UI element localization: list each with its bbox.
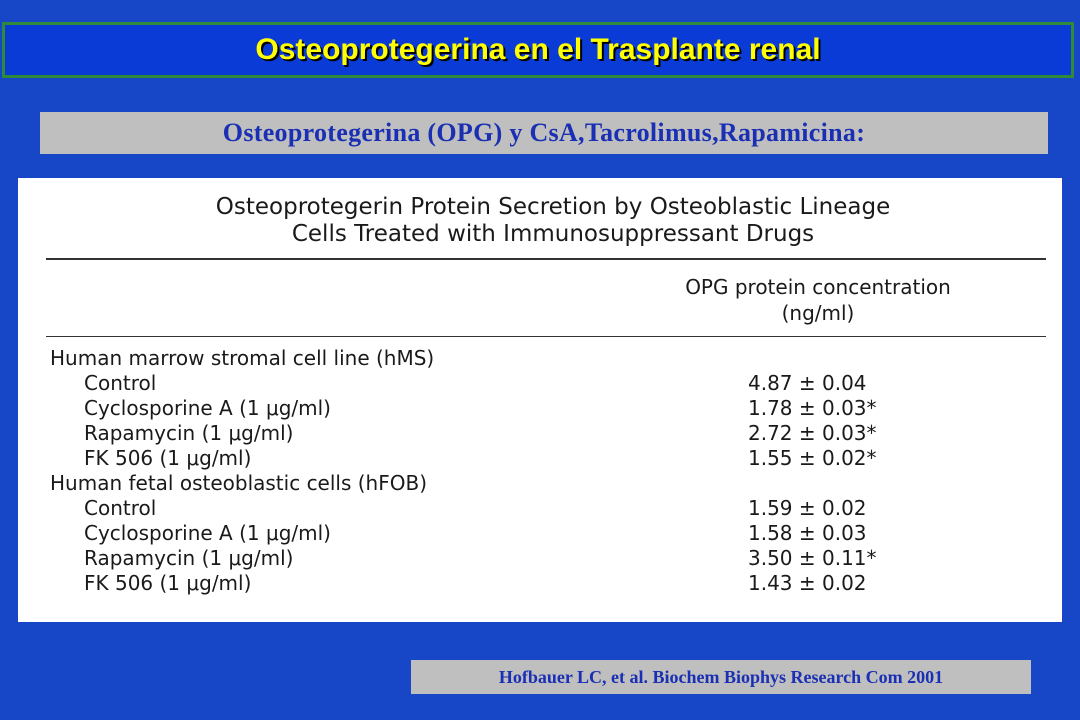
row-label: Control	[84, 371, 157, 395]
row-value: 1.59 ± 0.02	[748, 496, 867, 520]
column-header-line2: (ng/ml)	[781, 301, 855, 325]
column-header	[608, 274, 1028, 326]
title-bar	[2, 22, 1074, 78]
table-row	[18, 421, 1062, 446]
table-caption-line1: Osteoprotegerin Protein Secretion by Osteoblastic Lineage	[215, 194, 891, 220]
table-row	[18, 371, 1062, 396]
table-row	[18, 521, 1062, 546]
row-value: 1.55 ± 0.02*	[748, 446, 877, 470]
table-row	[18, 546, 1062, 571]
group-row-hfob	[18, 471, 1062, 496]
opg-table	[18, 178, 1062, 622]
table-caption	[63, 194, 1043, 248]
column-header-line1: OPG protein concentration	[685, 275, 951, 299]
table-header-rule	[46, 336, 1046, 337]
table-caption-line2: Cells Treated with Immunosuppressant Drugs	[291, 221, 815, 247]
table-row	[18, 396, 1062, 421]
table-top-rule	[46, 258, 1046, 260]
table-row	[18, 496, 1062, 521]
row-value: 1.58 ± 0.03	[748, 521, 867, 545]
row-label: Cyclosporine A (1 μg/ml)	[84, 521, 331, 545]
row-value: 1.78 ± 0.03*	[748, 396, 877, 420]
table-row	[18, 571, 1062, 596]
group-label: Human marrow stromal cell line (hMS)	[50, 346, 435, 370]
citation: Hofbauer LC, et al. Biochem Biophys Research Com 2001	[498, 666, 944, 687]
slide-title: Osteoprotegerina en el Trasplante renal	[255, 33, 821, 66]
row-label: FK 506 (1 μg/ml)	[84, 571, 252, 595]
row-label: Rapamycin (1 μg/ml)	[84, 546, 294, 570]
subtitle-bar	[40, 112, 1048, 154]
slide-subtitle: Osteoprotegerina (OPG) y CsA,Tacrolimus,Rapamicina:	[222, 118, 866, 147]
row-label: Rapamycin (1 μg/ml)	[84, 421, 294, 445]
row-value: 4.87 ± 0.04	[748, 371, 867, 395]
table-row	[18, 446, 1062, 471]
row-value: 2.72 ± 0.03*	[748, 421, 877, 445]
row-label: Cyclosporine A (1 μg/ml)	[84, 396, 331, 420]
table-body	[18, 346, 1062, 596]
citation-box	[411, 660, 1031, 694]
row-label: FK 506 (1 μg/ml)	[84, 446, 252, 470]
group-label: Human fetal osteoblastic cells (hFOB)	[50, 471, 428, 495]
row-value: 1.43 ± 0.02	[748, 571, 867, 595]
row-label: Control	[84, 496, 157, 520]
row-value: 3.50 ± 0.11*	[748, 546, 877, 570]
group-row-hms	[18, 346, 1062, 371]
